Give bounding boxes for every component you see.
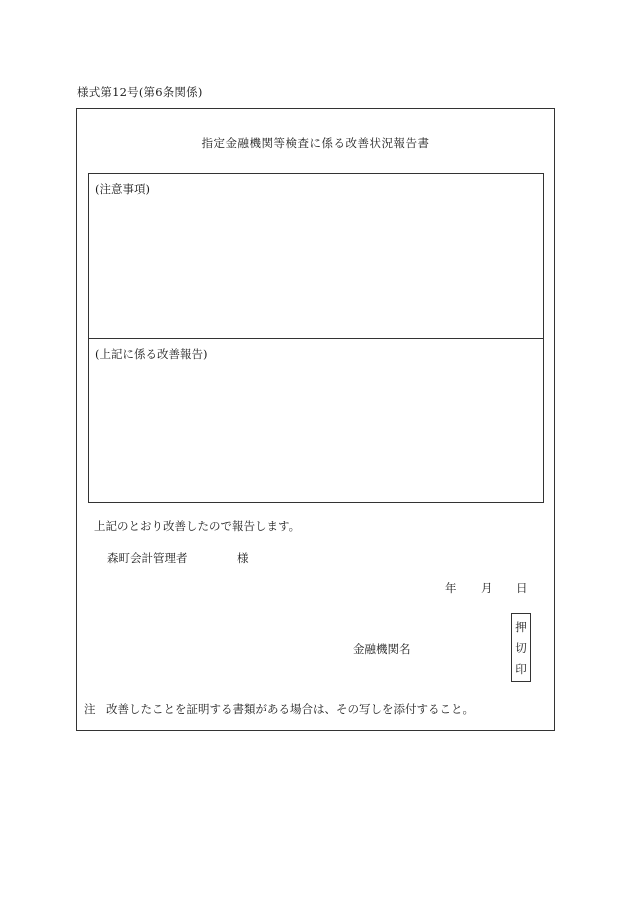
- report-statement: 上記のとおり改善したので報告します。: [94, 519, 301, 533]
- notes-section: [89, 174, 543, 339]
- notes-section-label: (注意事項): [95, 182, 150, 196]
- form-reference: 様式第12号(第6条関係): [77, 85, 203, 99]
- improvement-report-label: (上記に係る改善報告): [95, 347, 208, 361]
- date-day-label: 日: [516, 581, 528, 595]
- date-year-label: 年: [445, 581, 457, 595]
- seal-char-2: 切: [515, 640, 527, 655]
- footnote-mark: 注: [84, 702, 96, 716]
- improvement-report-section: [89, 339, 543, 502]
- addressee-name: 森町会計管理者: [107, 551, 188, 565]
- report-form-frame: [76, 108, 555, 731]
- report-table: [88, 173, 544, 503]
- date-month-label: 月: [481, 581, 493, 595]
- footnote: [84, 701, 474, 717]
- footnote-text: 改善したことを証明する書類がある場合は、その写しを添付すること。: [106, 702, 474, 716]
- financial-institution-label: 金融機関名: [353, 642, 411, 656]
- addressee-honorific: 様: [237, 551, 249, 565]
- seal-char-1: 押: [515, 619, 527, 634]
- seal-box: [511, 613, 531, 682]
- document-title: 指定金融機関等検査に係る改善状況報告書: [201, 136, 430, 150]
- seal-char-3: 印: [515, 661, 527, 676]
